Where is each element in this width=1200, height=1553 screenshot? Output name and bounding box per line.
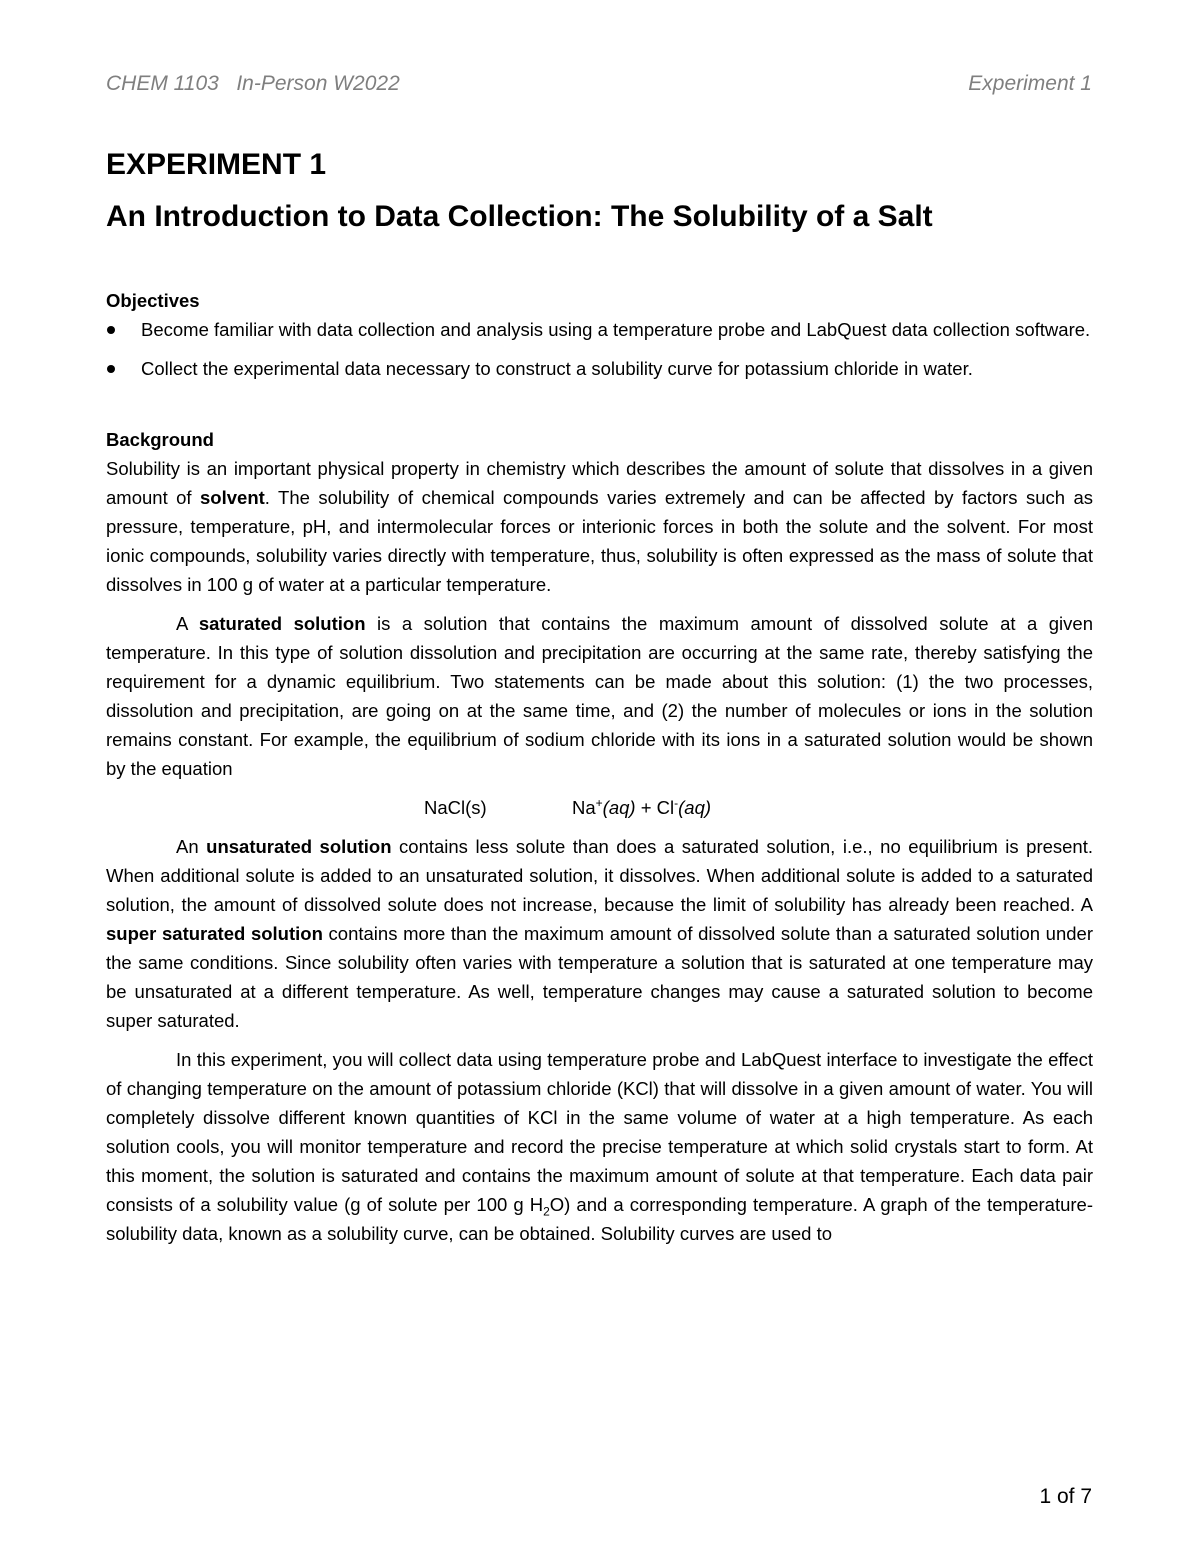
state-aq: (aq) <box>678 797 712 818</box>
charge-minus: - <box>674 795 679 810</box>
equation-chloride: + Cl <box>635 797 675 818</box>
background-paragraph-3 <box>106 832 1093 1035</box>
bullet-icon <box>107 326 115 334</box>
background-paragraph-4 <box>106 1045 1093 1248</box>
subscript-2: 2 <box>543 1204 550 1219</box>
page-number: 1 of 7 <box>1039 1485 1092 1508</box>
state-aq: (aq) <box>602 797 636 818</box>
text-run: Solubility is an important physical property in chemistry which describes the amount of solute that dissolves in a given amount of <box>106 458 1093 508</box>
term-unsaturated-solution: unsaturated solution <box>206 836 392 857</box>
text-run: is a solution that contains the maximum amount of dissolved solute at a given temperature. In this type of solution dissolution and precipitation are occurring at the same rate, thereby satisfying the requirement for a dynamic equilibrium. Two statements can be made about this solution: (1) the two processes, dissolution and precipitation, are going on at the same time, and (2) the number of molecules or ions in the solution remains constant. For example, the equilibrium of sodium chloride with its ions in a saturated solution would be shown by the equation <box>106 613 1093 779</box>
objective-text: Become familiar with data collection and analysis using a temperature probe and LabQuest data collection software. <box>141 319 1091 340</box>
text-run: O) and a corresponding temperature. A graph of the temperature-solubility data, known as a solubility curve, can be obtained. Solubility curves are used to <box>106 1194 1093 1244</box>
objectives-list <box>106 315 1093 383</box>
background-heading: Background <box>106 429 214 450</box>
document-body <box>106 146 1093 1258</box>
background-paragraph-2 <box>106 609 1093 783</box>
text-run: contains less solute than does a saturated solution, i.e., no equilibrium is present. When additional solute is added to an unsaturated solution, it dissolves. When additional solute is added to a saturated solution, the amount of dissolved solute does not increase, because the limit of solubility has already been reached. A <box>106 836 1093 915</box>
charge-plus: + <box>595 795 603 810</box>
equation-reactant: NaCl(s) <box>424 797 487 818</box>
list-item <box>106 354 1093 383</box>
header-course: CHEM 1103 In-Person W2022 <box>106 72 400 95</box>
text-run: In this experiment, you will collect data using temperature probe and LabQuest interface to investigate the effect of changing temperature on the amount of potassium chloride (KCl) that will dissolve in a given amount of water. You will completely dissolve different known quantities of KCl in the same volume of water at a high temperature. As each solution cools, you will monitor temperature and record the precise temperature at which solid crystals start to form. At this moment, the solution is saturated and contains the maximum amount of solute at that temperature. Each data pair consists of a solubility value (g of solute per 100 g H <box>106 1049 1093 1215</box>
term-super-saturated-solution: super saturated solution <box>106 923 323 944</box>
header-experiment: Experiment 1 <box>968 72 1092 95</box>
list-item <box>106 315 1093 344</box>
equation-sodium: Na <box>572 797 596 818</box>
objectives-heading: Objectives <box>106 290 200 311</box>
term-saturated-solution: saturated solution <box>198 613 366 634</box>
background-paragraph-1 <box>106 454 1093 599</box>
objective-text: Collect the experimental data necessary to construct a solubility curve for potassium chloride in water. <box>141 358 973 379</box>
equilibrium-equation <box>106 793 1093 822</box>
text-run: . The solubility of chemical compounds varies extremely and can be affected by factors such as pressure, temperature, pH, and intermolecular forces or interionic forces in both the solute and the solvent. For most ionic compounds, solubility varies directly with temperature, thus, solubility is often expressed as the mass of solute that dissolves in 100 g of water at a particular temperature. <box>106 487 1093 595</box>
text-run: An <box>176 836 207 857</box>
document-subtitle: An Introduction to Data Collection: The Solubility of a Salt <box>106 200 933 233</box>
text-run: A <box>176 613 199 634</box>
document-title: EXPERIMENT 1 <box>106 148 327 181</box>
bullet-icon <box>107 365 115 373</box>
text-run: contains more than the maximum amount of dissolved solute than a saturated solution under the same conditions. Since solubility often varies with temperature a solution that is saturated at one temperature may be unsaturated at a different temperature. As well, temperature changes may cause a saturated solution to become super saturated. <box>106 923 1094 1031</box>
term-solvent: solvent <box>200 487 265 508</box>
